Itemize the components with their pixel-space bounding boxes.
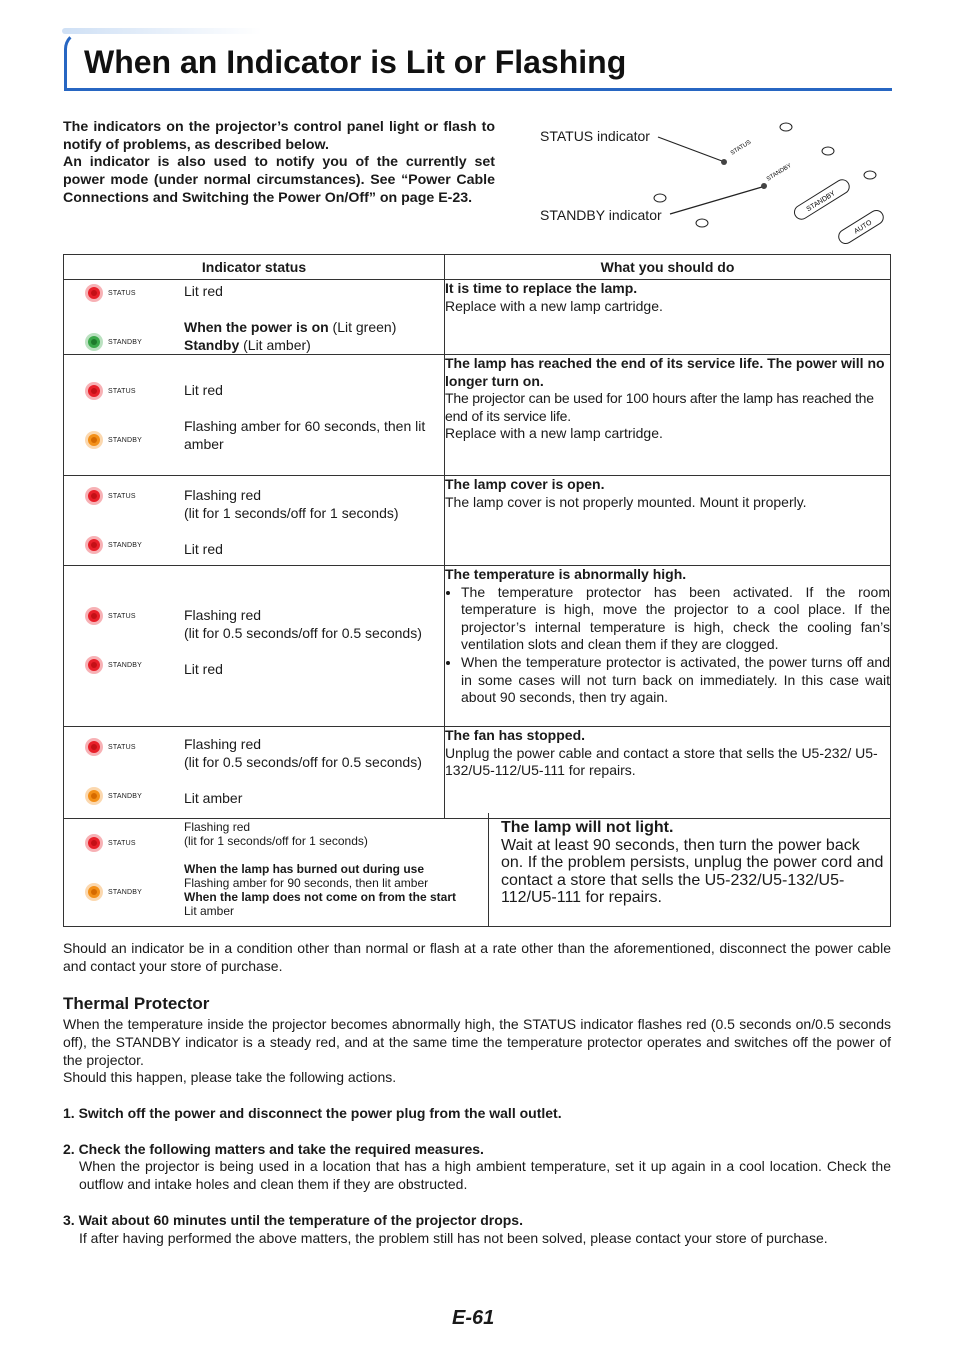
svg-text:STANDBY: STANDBY [765, 162, 793, 183]
led-caption: STANDBY [108, 338, 142, 346]
led-red-flashing-icon [84, 737, 104, 757]
svg-text:STANDBY: STANDBY [805, 190, 837, 214]
step-3: 3. Wait about 60 minutes until the temperature of the projector drops. [63, 1211, 523, 1228]
step-2: 2. Check the following matters and take the required measures. [63, 1140, 484, 1157]
control-panel-diagram [536, 115, 892, 245]
thermal-heading: Thermal Protector [63, 994, 210, 1013]
standby-indicator-label: STANDBY indicator [540, 207, 662, 223]
action-cell: The lamp has reached the end of its service life. The power will no longer turn on. The projector can be used for 100 hours after the lamp has reached the end of its service life. Replace with a new lamp cartridge. [445, 355, 891, 476]
led-amber-icon [84, 786, 104, 806]
page-title: When an Indicator is Lit or Flashing [84, 44, 627, 80]
table-row: STATUS STANDBY Flashing red (lit for 1 seconds/off for 1 seconds) When the lamp has burned out during use Flashing amber for 90 seconds, then lit amber When the lamp does not come on from the start Lit amber The lamp will not light. Wait at least 90 seconds, then turn the power back on. If the problem persists, unplug the power cord and contact a store that sells the U5-232/U5-132/U5-112/U5-111 for repairs. [63, 813, 891, 927]
led-red-icon [84, 535, 104, 555]
action-cell: The lamp will not light. Wait at least 90 seconds, then turn the power back on. If the problem persists, unplug the power cord and contact a store that sells the U5-232/U5-132/U5-112/U5-111 for repairs. [501, 819, 884, 907]
action-cell: The lamp cover is open. The lamp cover is not properly mounted. Mount it properly. [445, 476, 891, 566]
led-red-flashing-icon [84, 833, 104, 853]
led-red-flashing-icon [84, 606, 104, 626]
led-amber-flashing-icon [84, 882, 104, 902]
header-what-to-do: What you should do [445, 255, 891, 280]
action-bullets: • The temperature protector has been activated. If the room temperature is high, move the projector to a cool place. If the projector’s internal temperature is high, check the cooling fan’s ventilation slots and clean them if they are clogged. • When the temperature protector is activated, the power turns off and in some cases will not turn back on immediately. In this case wait about 90 seconds, then try again. [445, 584, 890, 707]
led-red-icon [84, 655, 104, 675]
table-row: STATUS STANDBY Lit red Flashing amber for 60 seconds, then lit amber The lamp has reached the end of its service life. The power will no longer turn on. The projector can be used for 100 hours after the lamp has reached the end of its service life. Replace with a new lamp cartridge. [64, 355, 891, 476]
led-red-flashing-icon [84, 486, 104, 506]
led-red-icon [84, 283, 104, 303]
table-row: STATUS STANDBY Flashing red (lit for 0.5 seconds/off for 0.5 seconds) Lit amber The fan has stopped. Unplug the power cable and contact a store that sells the U5-232/ U5-132/U5-112/U5-111 for repairs. [64, 727, 891, 819]
led-amber-flashing-icon [84, 430, 104, 450]
led-green-icon [84, 332, 104, 352]
svg-text:STATUS: STATUS [729, 139, 753, 157]
panel-illustration [536, 115, 892, 245]
page-number: E-61 [452, 1307, 495, 1329]
intro-paragraph-1: The indicators on the projector’s control panel light or flash to notify of problems, as described below. [63, 119, 495, 153]
table-row: STATUS STANDBY Flashing red (lit for 1 seconds/off for 1 seconds) Lit red The lamp cover is open. The lamp cover is not properly mounted. Mount it properly. [64, 476, 891, 566]
action-cell: The fan has stopped. Unplug the power cable and contact a store that sells the U5-232/ U5-132/U5-112/U5-111 for repairs. [445, 727, 891, 819]
action-cell: It is time to replace the lamp. Replace with a new lamp cartridge. [445, 280, 891, 355]
status-indicator-label: STATUS indicator [540, 128, 650, 144]
table-header-row [64, 255, 891, 280]
led-caption: STATUS [108, 289, 136, 297]
action-cell: The temperature is abnormally high. • The temperature protector has been activated. If the room temperature is high, move the projector to a cool place. If the projector’s internal temperature is high, check the cooling fan’s ventilation slots and clean them if they are clogged. • When the temperature protector is activated, the power turns off and in some cases will not turn back on immediately. In this case wait about 90 seconds, then try again. [445, 566, 891, 727]
step-1: 1. Switch off the power and disconnect the power plug from the wall outlet. [63, 1104, 562, 1121]
svg-text:AUTO: AUTO [853, 219, 874, 236]
intro-paragraph-2: An indicator is also used to notify you of the currently set power mode (under normal circumstances). See “Power Cable Connections and Switching the Power On/Off” on page E-23. [63, 154, 495, 206]
table-row: STATUS STANDBY Lit red When the power is on (Lit green) Standby (Lit amber) It is time to replace the lamp. Replace with a new lamp cartridge. [64, 280, 891, 355]
intro-text [63, 119, 495, 208]
table-row: STATUS STANDBY Flashing red (lit for 0.5 seconds/off for 0.5 seconds) Lit red The temperature is abnormally high. • The temperature protector has been activated. If the room temperature is high, move the projector to a cool place. If the projector’s internal temperature is high, check the cooling fan’s ventilation slots and clean them if they are clogged. • When the temperature protector is activated, the power turns off and in some cases will not turn back on immediately. In this case wait about 90 seconds, then try again. [64, 566, 891, 727]
after-table-note: Should an indicator be in a condition other than normal or flash at a rate other than the aforementioned, disconnect the power cable and contact your store of purchase. [63, 940, 891, 974]
led-red-icon [84, 381, 104, 401]
header-indicator-status: Indicator status [64, 255, 445, 280]
indicator-table [63, 254, 891, 819]
thermal-text: When the temperature inside the projector becomes abnormally high, the STATUS indicator flashes red (0.5 seconds on/0.5 seconds off), the STANDBY indicator is a steady red, and at the same time the temperature protector operates and switches off the power of the projector. Should this happen, please take the following actions. 1. Switch off the power and disconnect the power plug from the wall outlet. 2. Check the following matters and take the required measures. When the projector is being used in a location that has a high ambient temperature, set it up again in a cool location. Check the outflow and intake holes and clean them if they are obstructed. 3. Wait about 60 minutes until the temperature of the projector drops. If after having performed the above matters, the problem still has not been solved, please contact your store of purchase. [63, 1016, 891, 1246]
